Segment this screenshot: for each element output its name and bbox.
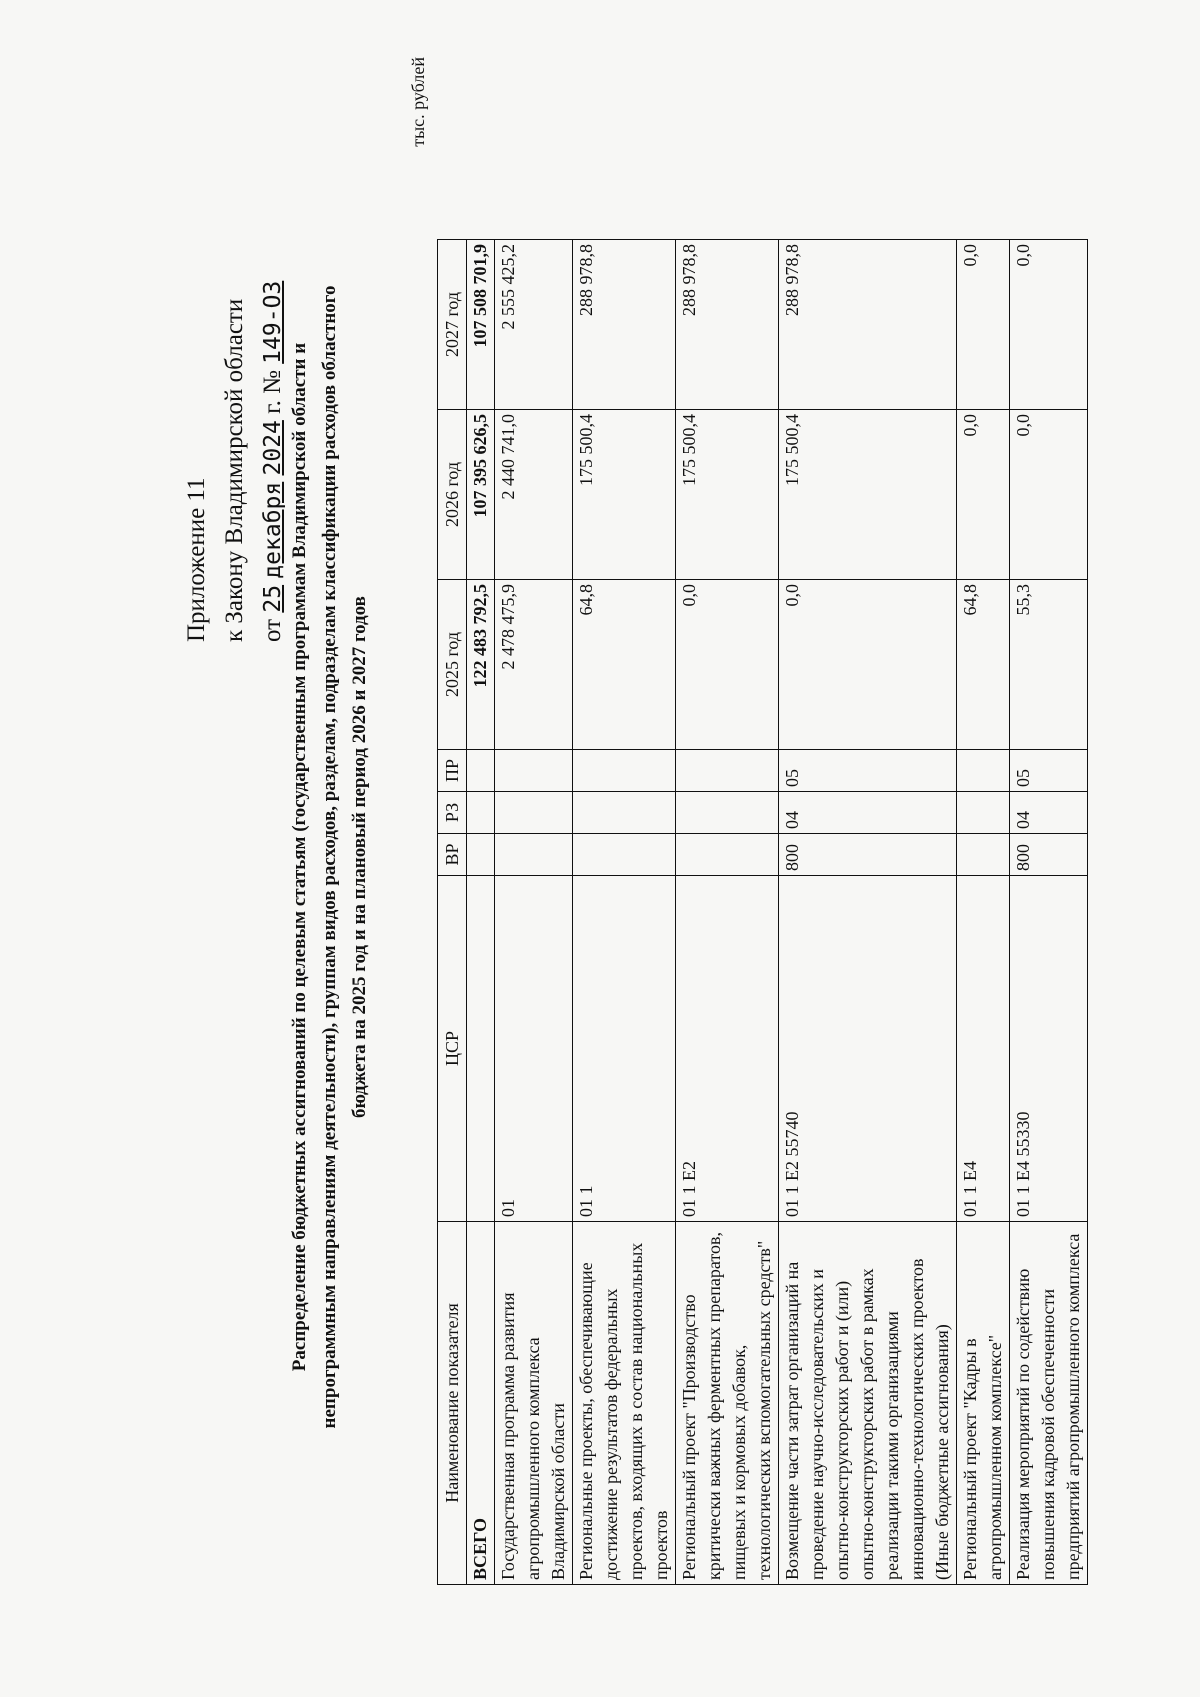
header-csr: ЦСР — [438, 876, 467, 1222]
cell-2025: 122 483 792,5 — [467, 580, 495, 750]
cell-2025: 2 478 475,9 — [495, 580, 573, 750]
table-row — [467, 240, 495, 1585]
cell-rz — [573, 792, 676, 834]
cell-name: Возмещение части затрат организаций на проведение научно-исследовательских и опытно-конструкторских работ и (или) опытно-конструкторских работ в рамках реализации такими организациями инновационно-технологических проектов (Иные бюджетные ассигнования) — [779, 1222, 957, 1585]
cell-vr: 800 — [779, 834, 957, 876]
cell-rz — [957, 792, 1010, 834]
cell-rz — [676, 792, 779, 834]
table-row — [676, 240, 779, 1585]
cell-pr — [467, 750, 495, 792]
cell-vr — [957, 834, 1010, 876]
cell-2027: 288 978,8 — [779, 240, 957, 410]
header-rz: РЗ — [438, 792, 467, 834]
cell-2026: 0,0 — [957, 410, 1010, 580]
cell-vr: 800 — [1010, 834, 1088, 876]
appendix-header — [178, 122, 292, 642]
cell-csr: 01 — [495, 876, 573, 1222]
cell-name: Региональные проекты, обеспечивающие достижение результатов федеральных проектов, входящих в состав национальных проектов — [573, 1222, 676, 1585]
cell-2026: 175 500,4 — [573, 410, 676, 580]
cell-rz — [467, 792, 495, 834]
cell-2025: 64,8 — [573, 580, 676, 750]
header-2025: 2025 год — [438, 580, 467, 750]
cell-rz: 04 — [1010, 792, 1088, 834]
cell-name: Региональный проект "Кадры в агропромышленном комплексе" — [957, 1222, 1010, 1585]
cell-name: ВСЕГО — [467, 1222, 495, 1585]
table-header-row — [438, 240, 467, 1585]
cell-2026: 2 440 741,0 — [495, 410, 573, 580]
cell-name: Региональный проект "Производство критически важных ферментных препаратов, пищевых и кормовых добавок, технологических вспомогательных средств" — [676, 1222, 779, 1585]
cell-vr — [573, 834, 676, 876]
cell-csr: 01 1 E4 — [957, 876, 1010, 1222]
cell-pr: 05 — [779, 750, 957, 792]
cell-rz: 04 — [779, 792, 957, 834]
law-number: 149-ОЗ — [260, 280, 286, 364]
table-row — [495, 240, 573, 1585]
cell-rz — [495, 792, 573, 834]
cell-2025: 0,0 — [779, 580, 957, 750]
cell-2027: 288 978,8 — [676, 240, 779, 410]
document-title: Распределение бюджетных ассигнований по целевым статьям (государственным программам Владимирской области и непрограммным направлениям деятельности), группам видов расходов, разделам, подразделам классификации расходов областного бюджета на 2025 год и на плановый период 2026 и 2027 годов — [289, 285, 370, 1429]
cell-csr: 01 1 E2 — [676, 876, 779, 1222]
cell-pr — [495, 750, 573, 792]
law-date-line: от 25 декабря 2024 г. № 149-ОЗ — [259, 280, 286, 642]
header-2027: 2027 год — [438, 240, 467, 410]
appendix-label: Приложение 11 — [183, 477, 210, 642]
law-year: 2024 — [260, 420, 286, 476]
cell-2026: 175 500,4 — [676, 410, 779, 580]
header-vr: ВР — [438, 834, 467, 876]
cell-pr: 05 — [1010, 750, 1088, 792]
cell-pr — [573, 750, 676, 792]
cell-2026: 107 395 626,5 — [467, 410, 495, 580]
cell-csr — [467, 876, 495, 1222]
cell-2025: 55,3 — [1010, 580, 1088, 750]
law-day: 25 — [260, 584, 286, 613]
header-pr: ПР — [438, 750, 467, 792]
cell-2027: 288 978,8 — [573, 240, 676, 410]
cell-csr: 01 1 — [573, 876, 676, 1222]
law-reference: к Закону Владимирской области — [221, 298, 248, 642]
cell-2026: 175 500,4 — [779, 410, 957, 580]
header-2026: 2026 год — [438, 410, 467, 580]
cell-2027: 0,0 — [957, 240, 1010, 410]
cell-2027: 107 508 701,9 — [467, 240, 495, 410]
table-row — [1010, 240, 1088, 1585]
cell-vr — [495, 834, 573, 876]
budget-table — [437, 239, 1088, 1585]
cell-csr: 01 1 E2 55740 — [779, 876, 957, 1222]
cell-2025: 0,0 — [676, 580, 779, 750]
cell-2026: 0,0 — [1010, 410, 1088, 580]
law-month: декабря — [260, 481, 286, 579]
table-row — [957, 240, 1010, 1585]
cell-pr — [676, 750, 779, 792]
cell-2027: 2 555 425,2 — [495, 240, 573, 410]
cell-name: Реализация мероприятий по содействию повышения кадровой обеспеченности предприятий агропромышленного комплекса — [1010, 1222, 1088, 1585]
table-row — [573, 240, 676, 1585]
cell-vr — [676, 834, 779, 876]
units-label: тыс. рублей — [408, 57, 428, 147]
cell-2027: 0,0 — [1010, 240, 1088, 410]
cell-csr: 01 1 E4 55330 — [1010, 876, 1088, 1222]
cell-name: Государственная программа развития агропромышленного комплекса Владимирской области — [495, 1222, 573, 1585]
cell-2025: 64,8 — [957, 580, 1010, 750]
cell-vr — [467, 834, 495, 876]
header-name: Наименование показателя — [438, 1222, 467, 1585]
cell-pr — [957, 750, 1010, 792]
table-row — [779, 240, 957, 1585]
